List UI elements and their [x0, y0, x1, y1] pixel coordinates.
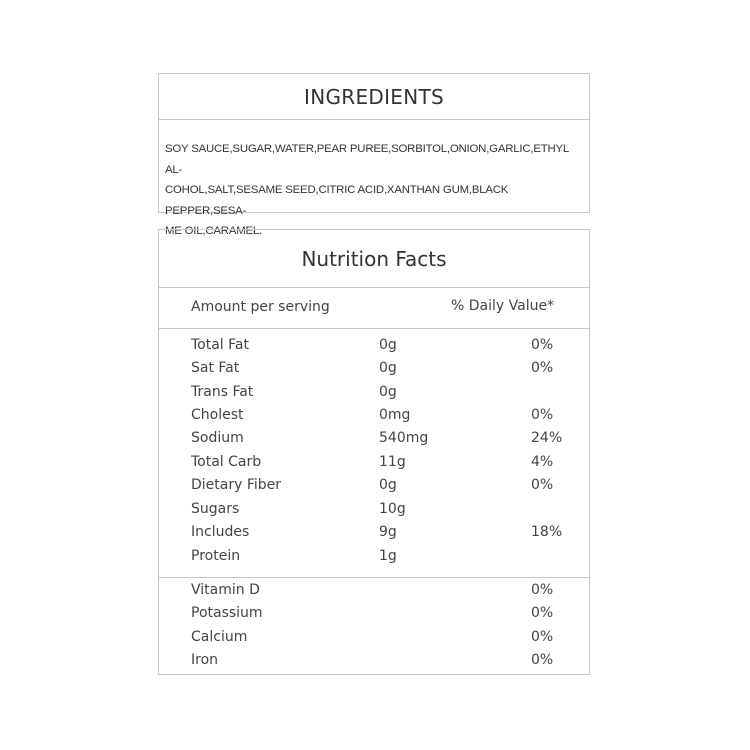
nutrient-row	[159, 360, 589, 380]
nutrient-name: Sodium	[191, 430, 244, 446]
nutrient-name: Dietary Fiber	[191, 477, 282, 493]
ingredients-line: SOY SAUCE,SUGAR,WATER,PEAR PUREE,SORBITOL,ONION,GARLIC,ETHYL AL-	[165, 143, 569, 176]
nutrient-amount: 9g	[379, 524, 397, 540]
daily-value-header: % Daily Value*	[451, 298, 555, 314]
nutrient-name: Total Fat	[191, 337, 249, 353]
nutrient-name: Includes	[191, 524, 250, 540]
vitamin-daily-value: 0%	[531, 582, 554, 598]
nutrient-name: Trans Fat	[191, 384, 254, 400]
ingredients-panel	[158, 73, 590, 237]
ingredients-list	[159, 120, 589, 242]
vitamin-name: Vitamin D	[191, 582, 260, 598]
nutrient-row	[159, 524, 589, 544]
nutrient-name: Protein	[191, 548, 241, 564]
nutrient-row	[159, 384, 589, 404]
vitamin-daily-value: 0%	[531, 652, 554, 668]
nutrient-table	[159, 329, 589, 578]
vitamin-row	[159, 605, 589, 625]
nutrient-daily-value: 0%	[531, 407, 554, 423]
vitamin-row	[159, 582, 589, 602]
nutrient-daily-value: 0%	[531, 360, 554, 376]
nutrient-daily-value: 0%	[531, 477, 554, 493]
vitamin-name: Calcium	[191, 629, 248, 645]
nutrient-amount: 1g	[379, 548, 397, 564]
nutrition-facts-title: Nutrition Facts	[159, 230, 589, 288]
nutrient-name: Total Carb	[191, 454, 262, 470]
nutrient-name: Sugars	[191, 501, 240, 517]
nutrition-facts-panel	[158, 229, 590, 675]
vitamin-daily-value: 0%	[531, 629, 554, 645]
amount-per-serving-label: Amount per serving	[191, 299, 330, 315]
nutrient-amount: 10g	[379, 501, 406, 517]
nutrition-header-row	[159, 288, 589, 329]
vitamin-daily-value: 0%	[531, 605, 554, 621]
nutrient-amount: 540mg	[379, 430, 429, 446]
nutrient-daily-value: 4%	[531, 454, 554, 470]
nutrient-name: Cholest	[191, 407, 244, 423]
nutrient-row	[159, 477, 589, 497]
ingredients-line: ME OIL,CARAMEL.	[165, 225, 263, 237]
nutrient-amount: 0g	[379, 360, 397, 376]
vitamin-row	[159, 629, 589, 649]
nutrient-daily-value: 0%	[531, 337, 554, 353]
nutrient-name: Sat Fat	[191, 360, 240, 376]
nutrient-row	[159, 430, 589, 450]
nutrient-daily-value: 18%	[531, 524, 563, 540]
nutrient-amount: 0mg	[379, 407, 411, 423]
ingredients-line: COHOL,SALT,SESAME SEED,CITRIC ACID,XANTHAN GUM,BLACK PEPPER,SESA-	[165, 184, 509, 217]
nutrient-row	[159, 501, 589, 521]
nutrient-amount: 0g	[379, 337, 397, 353]
nutrient-daily-value: 24%	[531, 430, 563, 446]
nutrient-row	[159, 337, 589, 357]
vitamin-name: Potassium	[191, 605, 263, 621]
vitamin-row	[159, 652, 589, 672]
nutrient-row	[159, 407, 589, 427]
vitamin-mineral-table	[159, 578, 589, 673]
ingredients-title: INGREDIENTS	[159, 74, 589, 120]
nutrient-amount: 11g	[379, 454, 406, 470]
nutrient-row	[159, 548, 589, 568]
nutrient-amount: 0g	[379, 384, 397, 400]
vitamin-name: Iron	[191, 652, 219, 668]
nutrient-row	[159, 454, 589, 474]
nutrient-amount: 0g	[379, 477, 397, 493]
